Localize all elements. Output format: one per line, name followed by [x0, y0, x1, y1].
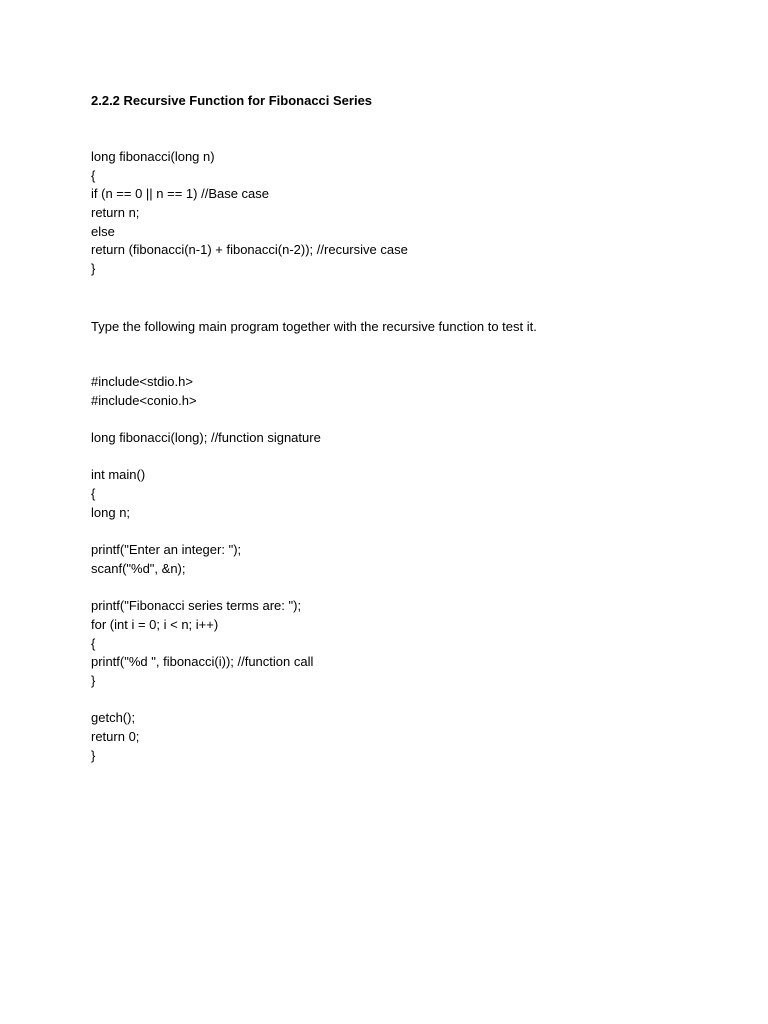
function-code-block [91, 148, 408, 279]
code-line: return n; [91, 205, 140, 221]
code-line: scanf("%d", &n); [91, 560, 186, 576]
code-line: } [91, 747, 96, 763]
section-heading: 2.2.2 Recursive Function for Fibonacci Series [91, 93, 373, 108]
code-line: { [91, 167, 96, 183]
code-line [91, 410, 321, 429]
code-line: { [91, 635, 96, 651]
code-line: printf("Enter an integer: "); [91, 542, 242, 558]
code-line [91, 523, 321, 542]
code-line: if (n == 0 || n == 1) //Base case [91, 186, 270, 202]
code-line: for (int i = 0; i < n; i++) [91, 616, 219, 632]
code-line [91, 691, 321, 710]
code-line [91, 579, 321, 598]
code-line [91, 448, 321, 467]
code-line: #include<stdio.h> [91, 374, 193, 389]
code-line: getch(); [91, 710, 136, 726]
code-line: printf("Fibonacci series terms are: "); [91, 598, 302, 614]
code-line: else [91, 223, 115, 239]
code-line: return 0; [91, 729, 140, 745]
code-line: long fibonacci(long n) [91, 149, 215, 164]
code-line: long n; [91, 504, 131, 520]
code-line: return (fibonacci(n-1) + fibonacci(n-2)); //recursive case [91, 242, 408, 258]
code-line: { [91, 486, 96, 502]
code-line: } [91, 673, 96, 688]
code-line: long fibonacci(long); //function signature [91, 430, 321, 446]
instruction-text: Type the following main program together with the recursive function to test it. [91, 319, 537, 334]
code-line: printf("%d ", fibonacci(i)); //function call [91, 654, 314, 670]
code-line: #include<conio.h> [91, 392, 197, 408]
code-line: } [91, 261, 96, 277]
code-line: int main() [91, 467, 146, 483]
main-code-block [91, 373, 321, 765]
